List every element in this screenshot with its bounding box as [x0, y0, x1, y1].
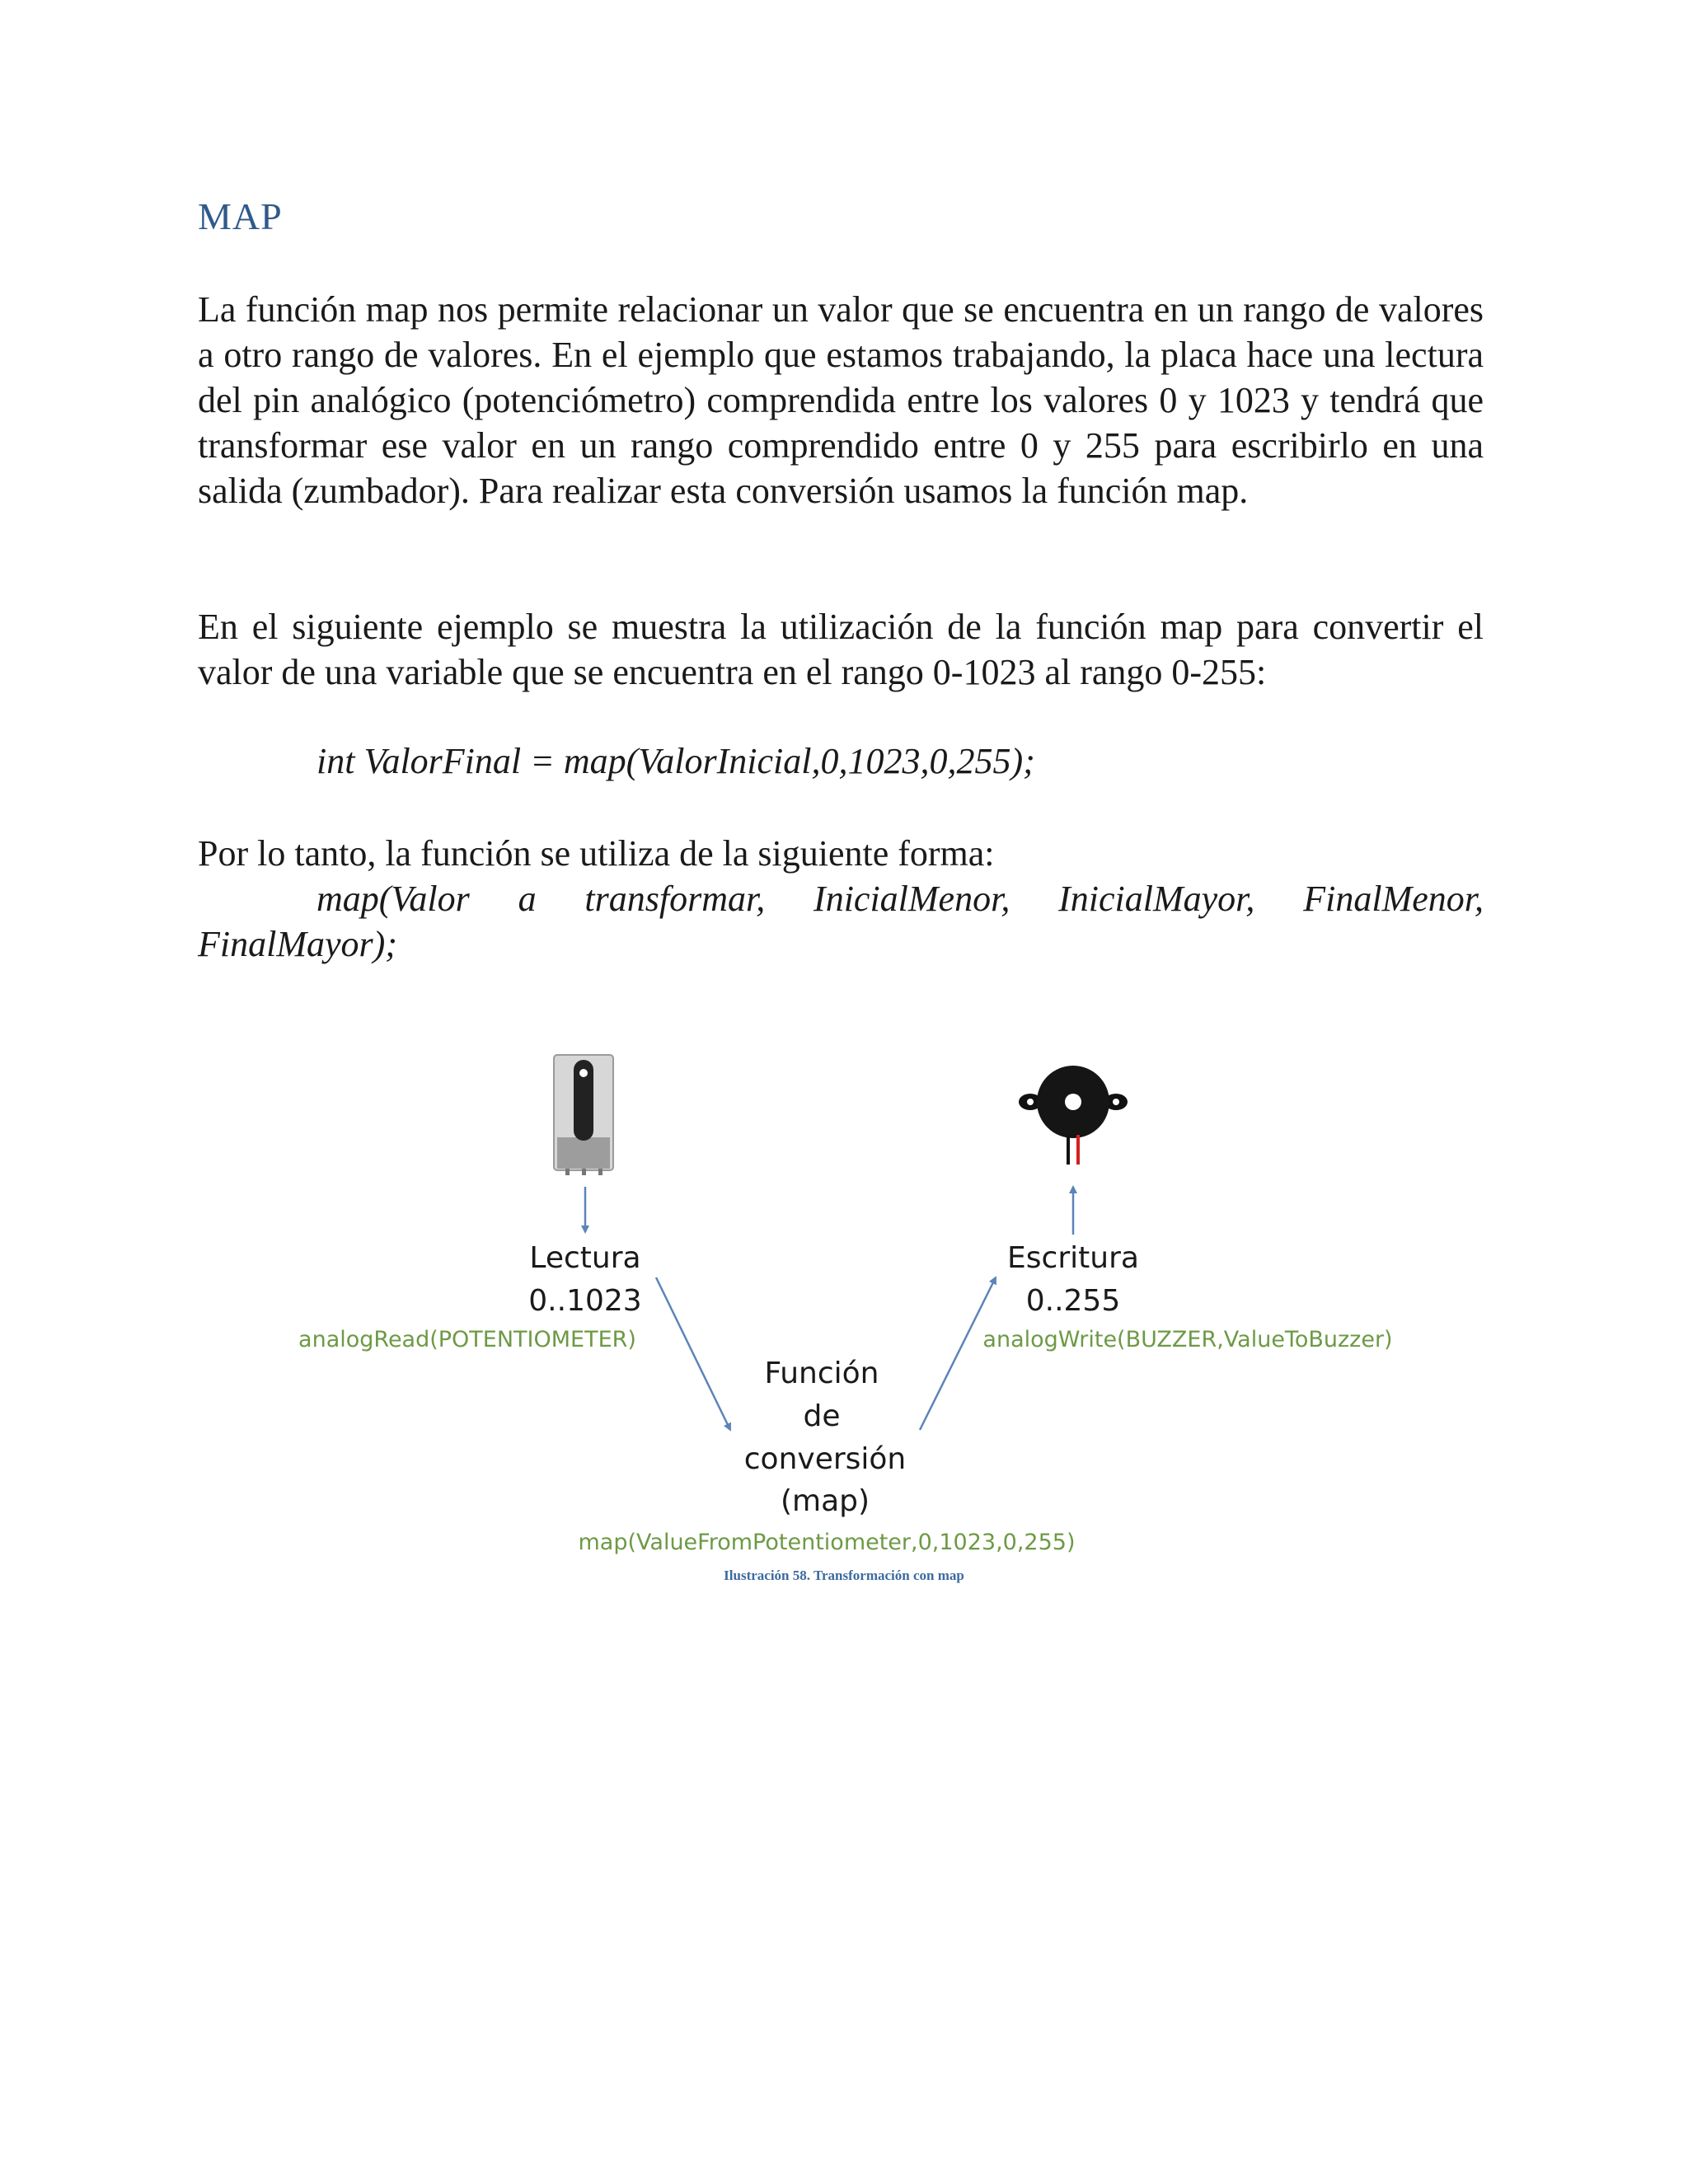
- write-code: analogWrite(BUZZER,ValueToBuzzer): [982, 1327, 1393, 1352]
- func-line4: (map): [780, 1484, 870, 1518]
- arrow-func-to-write: [920, 1277, 996, 1430]
- read-title: Lectura: [529, 1241, 641, 1275]
- potentiometer-icon: [554, 1055, 613, 1175]
- func-line3: conversión: [743, 1442, 907, 1476]
- write-range: 0..255: [1025, 1284, 1121, 1318]
- paragraph-usage: Por lo tanto, la función se utiliza de la siguiente forma:: [198, 833, 995, 874]
- func-line2: de: [803, 1399, 841, 1433]
- section-heading: MAP: [198, 195, 283, 237]
- write-title: Escritura: [1007, 1241, 1139, 1275]
- code-signature-line1: map(Valor a transformar, InicialMenor, InicialMayor, FinalMenor,: [316, 879, 1484, 919]
- func-line1: Función: [764, 1357, 879, 1390]
- code-signature-line2: FinalMayor);: [198, 924, 397, 964]
- read-range: 0..1023: [528, 1284, 642, 1318]
- map-diagram: [0, 1022, 1688, 1599]
- paragraph-example: En el siguiente ejemplo se muestra la utilización de la función map para convertir el valor de una variable que se encuentra en el rango 0-1023 al rango 0-255:: [198, 607, 1484, 692]
- read-code: analogRead(POTENTIOMETER): [298, 1327, 636, 1352]
- code-example: int ValorFinal = map(ValorInicial,0,1023,0,255);: [316, 741, 1035, 781]
- arrow-read-to-func: [656, 1277, 730, 1430]
- func-code: map(ValueFromPotentiometer,0,1023,0,255): [578, 1530, 1076, 1555]
- figure-caption: Ilustración 58. Transformación con map: [724, 1568, 964, 1583]
- buzzer-icon: [1019, 1066, 1128, 1165]
- paragraph-intro: La función map nos permite relacionar un valor que se encuentra en un rango de valores a otro rango de valores. En el ejemplo que estamos trabajando, la placa hace una lectura del pin analógico (potenciómetro) comprendida entre los valores 0 y 1023 y tendrá que transformar ese valor en un rango comprendido entre 0 y 255 para escribirlo en una salida (zumbador). Para realizar esta conversión usamos la función map.: [198, 289, 1484, 511]
